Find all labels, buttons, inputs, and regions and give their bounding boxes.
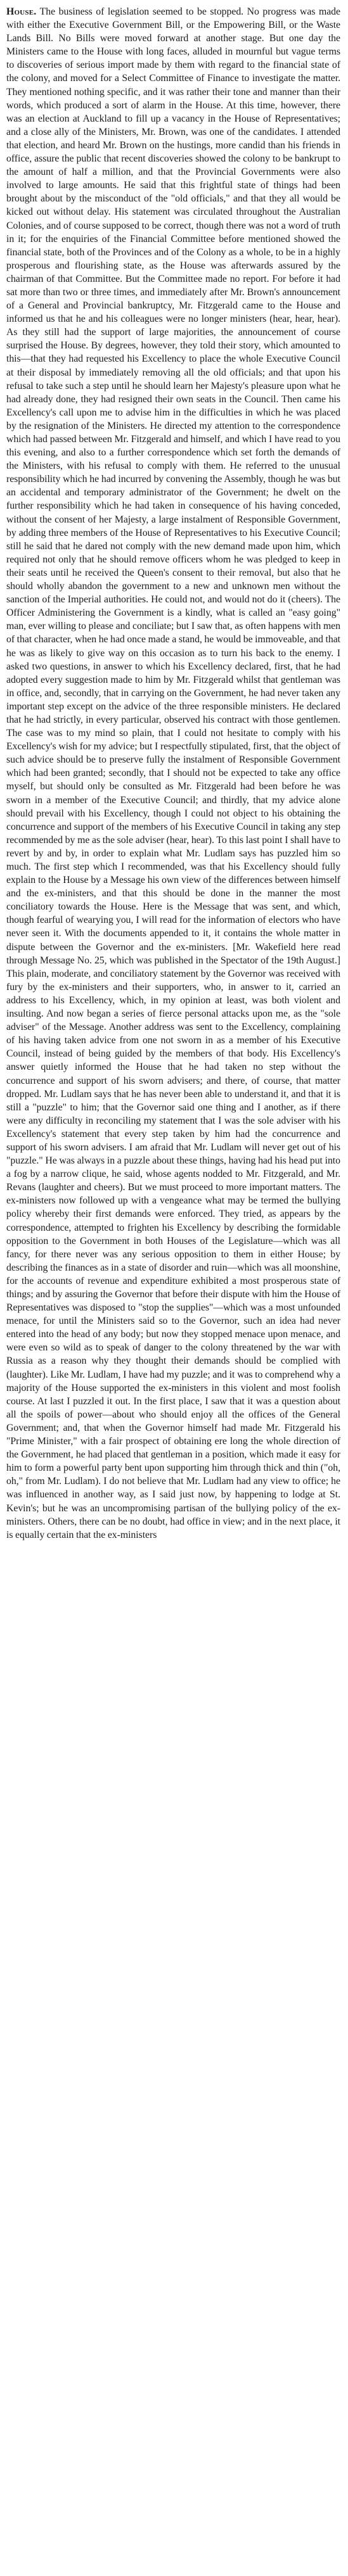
- newspaper-column: [6, 5, 340, 2570]
- article-paragraph: [6, 5, 340, 1542]
- run-in-heading: House.: [6, 6, 37, 17]
- article-text: The business of legislation seemed to be stopped. No progress was made with either the Executive Government Bill, or the Empowering Bill, or the Waste Lands Bill. No Bills were moved forward at another stage. But one day the Ministers came to the House with long faces, alluded in mournful but vague terms to discoveries of serious import made by them with regard to the financial state of the colony, and moved for a Select Committee of Finance to investigate the matter. They mentioned nothing specific, and it was rather their tone and manner than their words, which produced a sort of alarm in the House. At this time, however, there was an election at Auckland to fill up a vacancy in the House of Representatives; and a close ally of the Ministers, Mr. Brown, was one of the candidates. I attended that election, and heard Mr. Brown on the hustings, more candid than his friends in office, assure the public that recent discoveries showed the colony to be bankrupt to the amount of half a million, and that the Provincial Governments were also involved to large amounts. He said that this frightful state of things had been brought about by the misconduct of the "old officials," and that they all would be kicked out without delay. His statement was circulated throughout the Australian Colonies, and of course supposed to be correct, though there was not a word of truth in it; for the enquiries of the Financial Committee before mentioned showed the financial state, both of the Provinces and of the Colony as a whole, to be in a highly prosperous and flourishing state, as the House was afterwards assured by the chairman of that Committee. But the Committee made no report. For before it had sat more than two or three times, and immediately after Mr. Brown's announcement of a General and Provincial bankruptcy, Mr. Fitzgerald came to the House and informed us that he and his colleagues were no longer ministers (hear, hear, hear). As they still had the support of large majorities, the announcement of course surprised the House. By degrees, however, they told their story, which amounted to this—that they had requested his Excellency to place the whole Executive Council at their disposal by immediately removing all the old officials; and that upon his refusal to take such a step until he should learn her Majesty's pleasure upon what he had already done, they had resigned their own seats in the Council. Then came his Excellency's call upon me to advise him in the difficulties in which he was placed by the resignation of the Ministers. He directed my attention to the correspondence which had passed between Mr. Fitzgerald and himself, and which I have read to you this evening, and also to a further correspondence which set forth the demands of the Ministers, with his refusal to comply with them. He referred to the unusual responsibility which he had incurred by convening the Assembly, though he was but an accidental and temporary administrator of the Government; he dwelt on the further responsibility which he had taken in consequence of his having conceded, without the consent of her Majesty, a large instalment of Responsible Government, by adding three members of the House of Representatives to his Executive Council; still he said that he dared not comply with the new demand made upon him, which required not only that he should remove officers whom he was pledged to keep in their seats until he received the Queen's consent to their removal, but also that he should wholly abandon the government to a new and unknown men without the sanction of the Imperial authorities. He could not, and would not do it (cheers). The Officer Administering the Government is a kindly, what is called an "easy going" man, ever willing to please and conciliate; but I saw that, as often happens with men of that character, when he had once made a stand, he would be immoveable, and that he was as likely to give way on this occasion as to turn his back to the enemy. I asked two questions, in answer to which his Excellency declared, first, that he had adopted every suggestion made to him by Mr. Fitzgerald whilst that gentleman was in office, and, secondly, that in carrying on the Government, he had never taken any important step except on the advice of the three responsible ministers. He declared that he had strictly, in every particular, observed his contract with those gentlemen. The case was to my mind so plain, that I could not hesitate to comply with his Excellency's wish for my advice; but I respectfully stipulated, first, that the object of such advice should be to preserve fully the instalment of Responsible Government which had been granted; secondly, that I should not be expected to take any office myself, but should only be consulted as Mr. Fitzgerald had been before he was sworn in a member of the Executive Council; and thirdly, that my advice alone should prevail with his Excellency, though I could not object to his obtaining the concurrence and support of the members of his Executive Council in taking any step recommended by me as the sole adviser (hear, hear). To this last point I shall have to revert by and by, in order to explain what Mr. Ludlam says has puzzled him so much. The first step which I recommended, was that his Excellency should fully explain to the House by a Message his own view of the differences between himself and the ex-ministers, and that this should be done in the manner the most conciliatory towards the House. Here is the Message that was sent, and which, though fearful of wearying you, I will read for the information of electors who have never seen it. With the documents appended to it, it contains the whole matter in dispute between the Governor and the ex-ministers. [Mr. Wakefield here read through Message No. 25, which was published in the Spectator of the 19th August.] This plain, moderate, and conciliatory statement by the Governor was received with fury by the ex-ministers and their supporters, who, in answer to it, carried an address to his Excellency, which, in my opinion at least, was both violent and insulting. And now began a series of fierce personal attacks upon me, as the "sole adviser" of the Message. Another address was sent to the Excellency, complaining of his having taken advice from one not sworn in as a member of his Executive Council, instead of being guided by the members of that body. His Excellency's answer quietly informed the House that he had taken no step without the concurrence and support of his sworn advisers; and there, of course, that matter dropped. Mr. Ludlam says that he has never been able to understand it, and that it is still a "puzzle" to him; that the Governor said one thing and I another, as if there were any difficulty in reconciling my statement that I was the sole adviser with his Excellency's statement that every step taken by him had the concurrence and support of his sworn advisers. I am afraid that Mr. Ludlam will never get out of his "puzzle." He was always in a puzzle about these things, having had his head put into a fog by a narrow clique, he said, whose agents nodded to Mr. Fitzgerald, and Mr. Revans (laughter and cheers). But we must proceed to more important matters. The ex-ministers now followed up with a vengeance what may be termed the bullying policy whereby their first demands were enforced. They tried, as appears by the correspondence, attempted to frighten his Excellency by describing the formidable opposition to the Government in both Houses of the Legislature—which was all fancy, for there never was any serious opposition to them in either House; by describing the finances as in a state of disorder and ruin—which was all moonshine, for the accounts of revenue and expenditure exhibited a most prosperous state of things; and by assuring the Governor that before their dispute with him the House of Representatives was disposed to "stop the supplies"—which was a most unfounded menace, for until the Ministers said so to the Governor, such an idea had never entered into the head of any body; but now they stopped menace upon menace, and were even so wild as to speak of danger to the colony threatened by the war with Russia as a reason why they thought their demands should be complied with (laughter). Like Mr. Ludlam, I have had my puzzle; and it was to comprehend why a majority of the House supported the ex-ministers in this violent and most foolish course. At last I puzzled it out. In the first place, I saw that it was a question about all the spoils of power—about who should enjoy all the offices of the General Government; and, that when the Governor himself had made Mr. Fitzgerald his "Prime Minister," with a fair prospect of obtaining ere long the whole direction of the Government, he had placed that gentleman in a position, which made it easy for him to form a powerful party bent upon supporting him through thick and thin ("oh, oh," from Mr. Ludlam). I do not believe that Mr. Ludlam had any view to office; he was influenced in another way, as I said just now, by happening to lodge at St. Kevin's; but he was an uncompromising partisan of the bullying policy of the ex-ministers. Others, there can be no doubt, had office in view; and in the next place, it is equally certain that the ex-ministers: [6, 6, 340, 1540]
